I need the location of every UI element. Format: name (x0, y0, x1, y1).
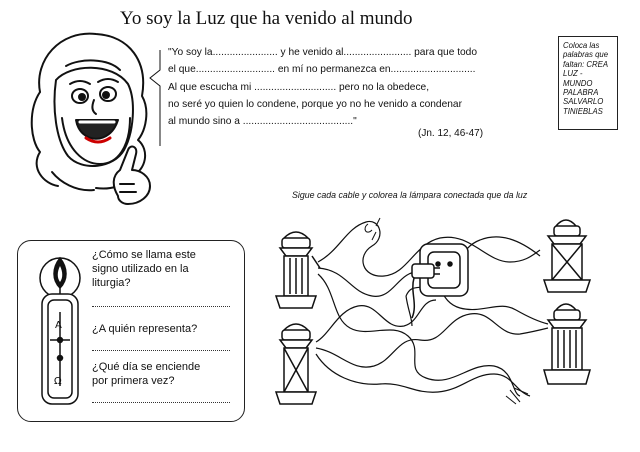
oil-lantern-icon (276, 232, 320, 308)
maze-instruction: Sigue cada cable y colorea la lámpara conectada que da luz (292, 190, 528, 200)
verse-citation: (Jn. 12, 46-47) (418, 128, 484, 139)
question-1-line: liturgia? (92, 277, 131, 289)
oil-lantern-icon (544, 220, 590, 292)
word-bank-line: faltan: CREA (563, 59, 609, 69)
oil-lantern-icon (544, 304, 590, 384)
word-bank-line: SALVARLO (563, 97, 604, 107)
svg-text:A: A (55, 320, 62, 331)
wall-socket-plug-icon (412, 244, 468, 318)
verse-line: no seré yo quien lo condene, porque yo no he venido a condenar (168, 98, 462, 110)
question-1 (92, 248, 196, 290)
question-3-line: ¿Qué día se enciende (92, 361, 201, 373)
question-1-line: signo utilizado en la (92, 263, 189, 275)
word-bank-box (558, 36, 618, 130)
question-3-line: por primera vez? (92, 375, 175, 387)
page-title: Yo soy la Luz que ha venido al mundo (120, 8, 413, 29)
word-bank-line: Coloca las (563, 41, 600, 50)
question-2-line: ¿A quién representa? (92, 323, 198, 335)
verse-line: el que............................ en mí no permanezca en.............................. (168, 64, 476, 76)
verse-text (168, 44, 548, 130)
word-bank-line: palabras que (563, 50, 609, 60)
question-3 (92, 360, 200, 388)
verse-line: Al que escucha mi ............................. pero no la obedece, (168, 81, 430, 93)
svg-text:Ω: Ω (54, 376, 62, 387)
answer-line[interactable] (92, 402, 230, 403)
word-bank-line: LUZ - MUNDO (563, 69, 593, 88)
question-2 (92, 322, 197, 336)
speech-bracket (150, 50, 160, 146)
word-bank-line: TINIEBLAS (563, 106, 603, 116)
answer-line[interactable] (92, 350, 230, 351)
oil-lantern-icon (276, 324, 316, 404)
answer-line[interactable] (92, 306, 230, 307)
jesus-face-icon (32, 34, 150, 204)
question-1-line: ¿Cómo se llama este (92, 249, 196, 261)
word-bank-line: PALABRA (563, 88, 599, 98)
verse-line: al mundo sino a ......................................." (168, 116, 357, 128)
verse-line: "Yo soy la....................... y he venido al........................ para que todo (168, 47, 478, 58)
